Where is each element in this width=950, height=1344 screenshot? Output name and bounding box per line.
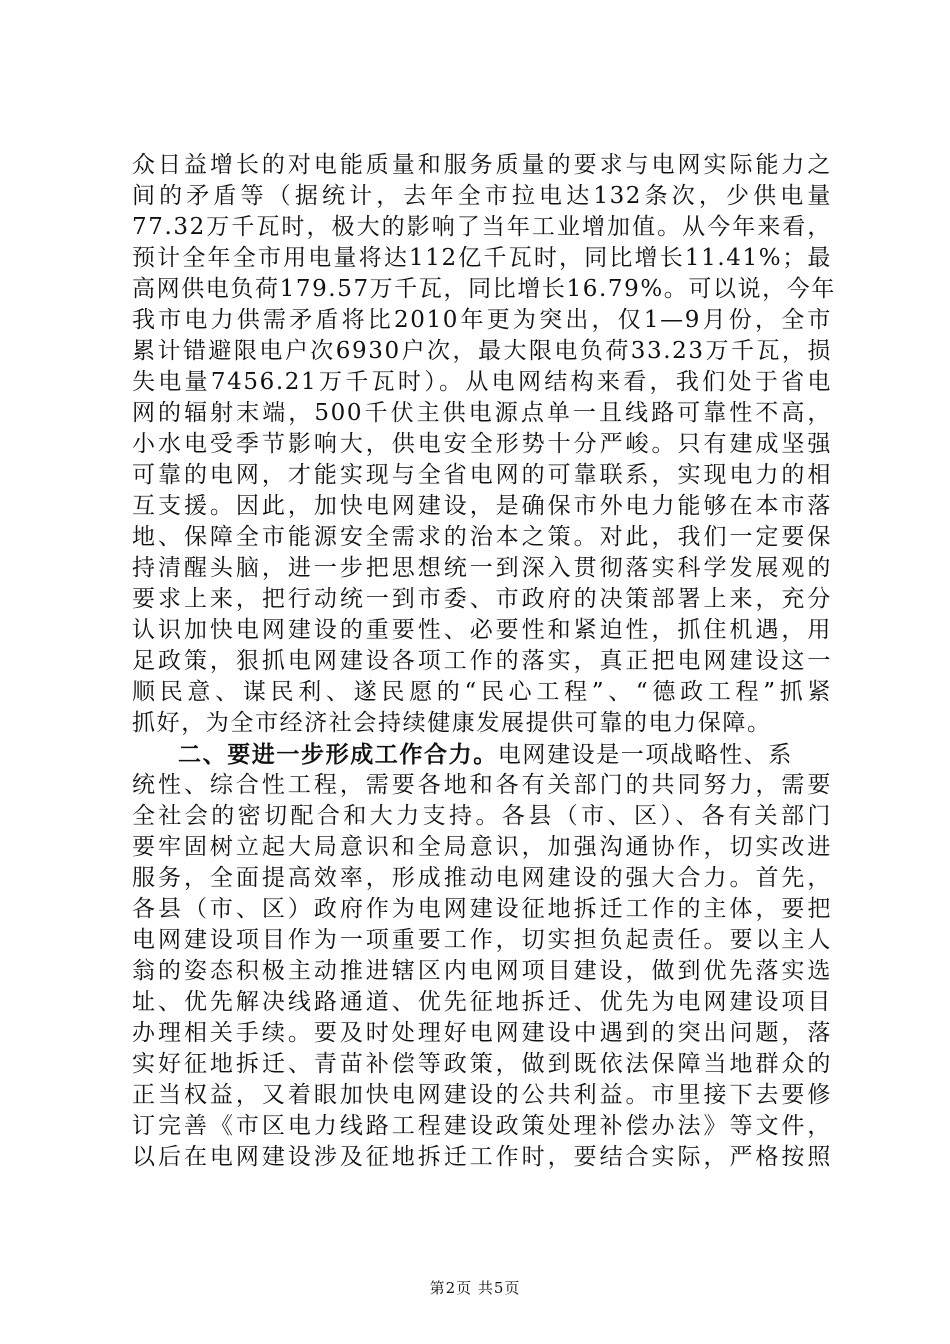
section-2-first-line-rest: 电网建设是一项战略性、系 <box>497 742 794 768</box>
text-line: 间的矛盾等（据统计，去年全市拉电达132条次，少供电量 <box>132 183 832 209</box>
text-line: 统性、综合性工程，需要各地和各有关部门的共同努力，需要 <box>132 772 832 798</box>
text-line: 以后在电网建设涉及征地拆迁工作时，要结合实际，严格按照 <box>132 1144 832 1170</box>
page-footer <box>0 1277 950 1298</box>
text-line: 抓好，为全市经济社会持续健康发展提供可靠的电力保障。 <box>132 710 772 736</box>
section-heading: 二、要进一步形成工作合力。 <box>178 741 498 768</box>
text-line: 各县（市、区）政府作为电网建设征地拆迁工作的主体，要把 <box>132 896 832 922</box>
text-line: 全社会的密切配合和大力支持。各县（市、区）、各有关部门 <box>132 803 832 829</box>
document-body <box>132 150 836 1173</box>
text-line: 足政策，狠抓电网建设各项工作的落实，真正把电网建设这一 <box>132 648 832 674</box>
text-line: 址、优先解决线路通道、优先征地拆迁、优先为电网建设项目 <box>132 989 832 1015</box>
page-number: 第2页 共5页 <box>429 1279 521 1297</box>
text-line: 认识加快电网建设的重要性、必要性和紧迫性，抓住机遇，用 <box>132 617 832 643</box>
text-line: 预计全年全市用电量将达112亿千瓦时，同比增长11.41%；最 <box>132 245 832 271</box>
text-line: 网的辐射末端，500千伏主供电源点单一且线路可靠性不高， <box>132 400 832 426</box>
text-line: 正当权益，又着眼加快电网建设的公共利益。市里接下去要修 <box>132 1082 832 1108</box>
text-line: 持清醒头脑，进一步把思想统一到深入贯彻落实科学发展观的 <box>132 555 832 581</box>
text-line: 实好征地拆迁、青苗补偿等政策，做到既依法保障当地群众的 <box>132 1051 832 1077</box>
text-line: 电网建设项目作为一项重要工作，切实担负起责任。要以主人 <box>132 927 832 953</box>
text-line: 要牢固树立起大局意识和全局意识，加强沟通协作，切实改进 <box>132 834 832 860</box>
text-line: 要求上来，把行动统一到市委、市政府的决策部署上来，充分 <box>132 586 832 612</box>
text-line: 小水电受季节影响大，供电安全形势十分严峻。只有建成坚强 <box>132 431 832 457</box>
text-line: 地、保障全市能源安全需求的治本之策。对此，我们一定要保 <box>132 524 832 550</box>
text-line: 可靠的电网，才能实现与全省电网的可靠联系，实现电力的相 <box>132 462 832 488</box>
text-line: 办理相关手续。要及时处理好电网建设中遇到的突出问题，落 <box>132 1020 832 1046</box>
section-2-first-line <box>132 739 832 770</box>
text-line: 失电量7456.21万千瓦时）。从电网结构来看，我们处于省电 <box>132 369 832 395</box>
text-line: 77.32万千瓦时，极大的影响了当年工业增加值。从今年来看， <box>132 214 832 240</box>
text-line: 众日益增长的对电能质量和服务质量的要求与电网实际能力之 <box>132 152 832 178</box>
text-line: 累计错避限电户次6930户次，最大限电负荷33.23万千瓦，损 <box>132 338 832 364</box>
text-line: 订完善《市区电力线路工程建设政策处理补偿办法》等文件， <box>132 1113 832 1139</box>
text-line: 互支援。因此，加快电网建设，是确保市外电力能够在本市落 <box>132 493 832 519</box>
text-line: 高网供电负荷179.57万千瓦，同比增长16.79%。可以说，今年 <box>132 276 836 302</box>
text-line: 服务，全面提高效率，形成推动电网建设的强大合力。首先， <box>132 865 832 891</box>
text-line: 翁的姿态积极主动推进辖区内电网项目建设，做到优先落实选 <box>132 958 832 984</box>
text-line: 顺民意、谋民利、遂民愿的“民心工程”、“德政工程”抓紧 <box>132 679 832 705</box>
text-line: 我市电力供需矛盾将比2010年更为突出，仅1—9月份，全市 <box>132 307 832 333</box>
